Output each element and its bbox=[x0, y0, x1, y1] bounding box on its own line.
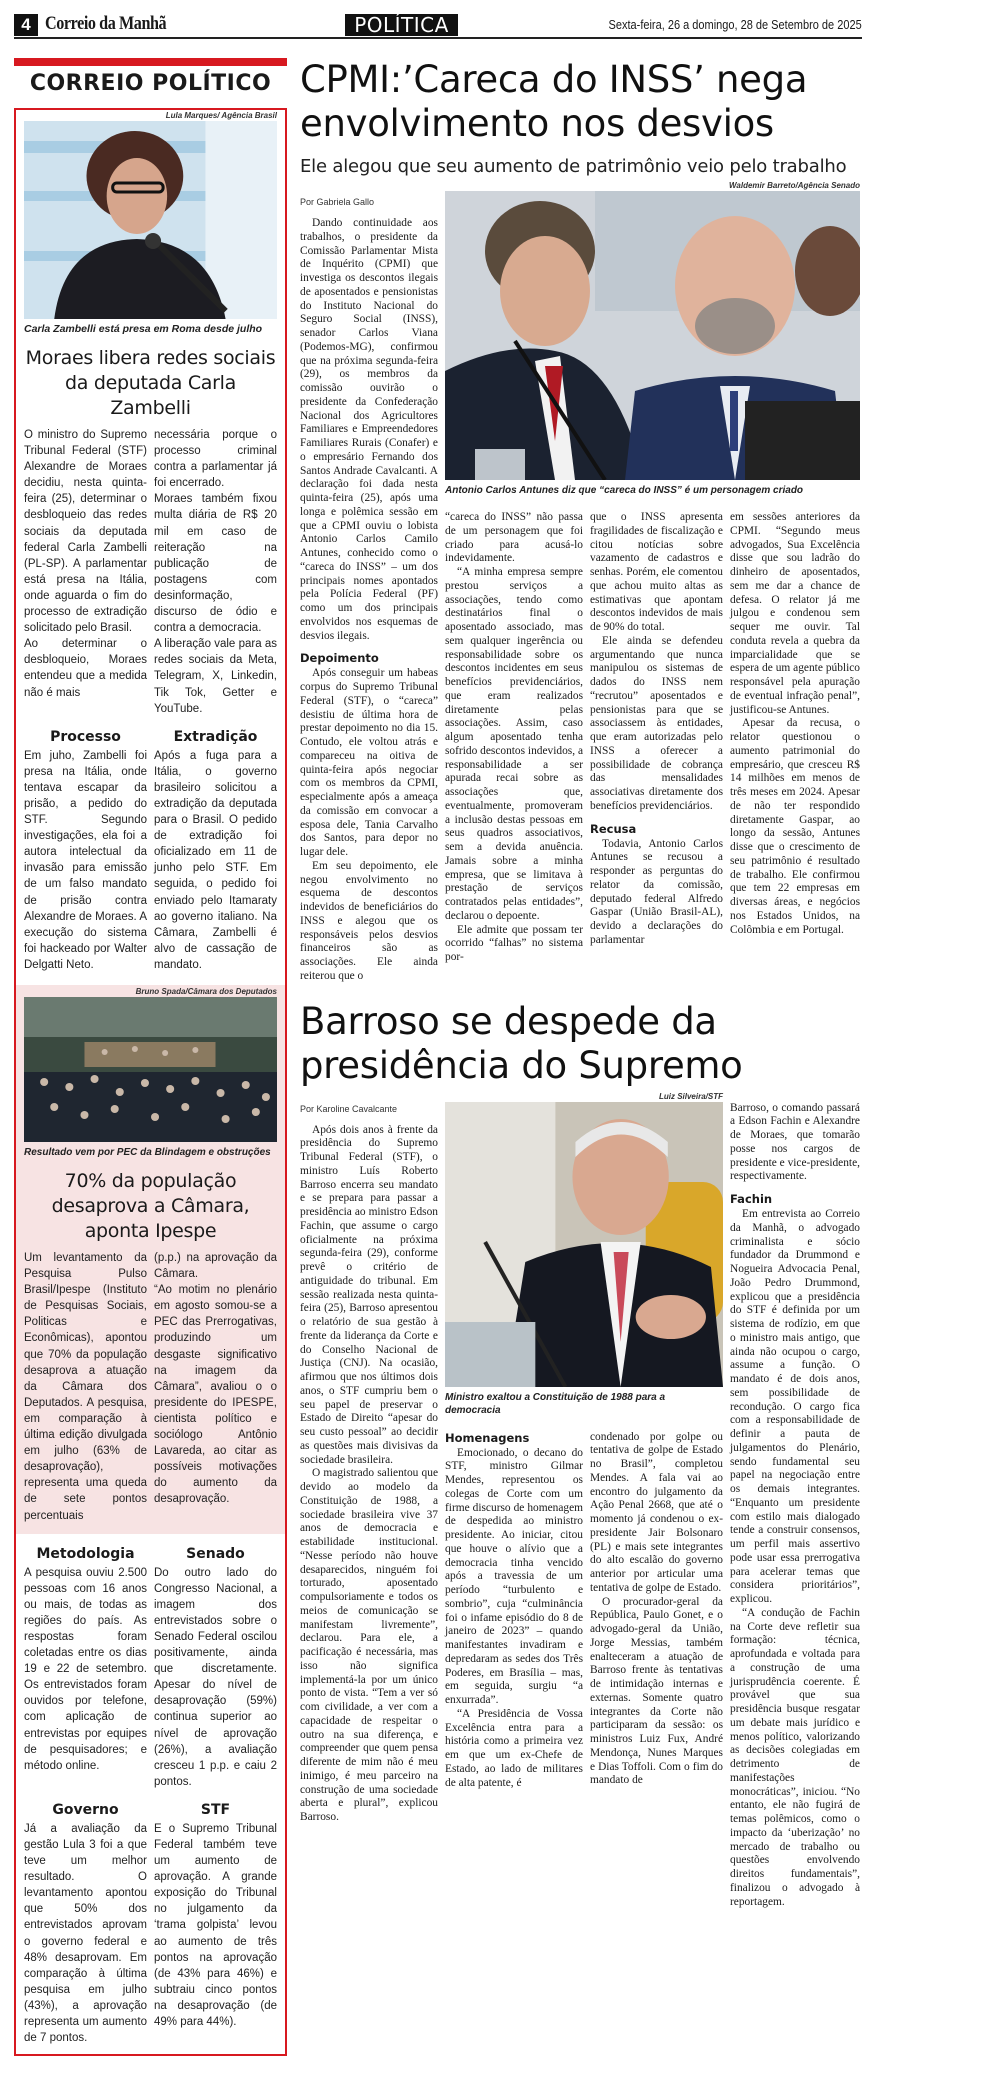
paragraph: que o INSS apresenta fragilidades de fiscalização e citou notícias sobre vazamento de cadastros e senhas. Porém, ele comentou que achou muito altas as estimativas que apontam descontos indevidos de mais de 90% do total. bbox=[590, 511, 723, 633]
sidebar-highlight-panel bbox=[16, 985, 285, 1534]
subsection bbox=[24, 1534, 147, 1790]
article2-left bbox=[300, 1092, 438, 1825]
sidebar-story2-subsections bbox=[16, 1534, 285, 2047]
paragraph: “A minha empresa sempre prestou serviços a associações, tendo como destinatários final o aposentado associado, mas sem qualquer ingerência ou responsabilidade sobre os descontos incidentes em seus benefícios previdenciários, que eram realizados diretamente pelas associações. Assim, caso algum aposentado tenha sofrido descontos indevidos, a responsabilidade a ser apurada recai sobre as associações que, eventualmente, promoveram a inclusão destas pessoas em seus quadros associativos, sem a devida anuência. Jamais sobre a minha empresa, que se limitava à prestação de serviços contratados pelas entidades”, declarou o depoente. bbox=[445, 566, 583, 922]
sidebar-headline-1: Moraes libera redes sociais da deputada Carla Zambelli bbox=[25, 347, 276, 419]
main-content bbox=[300, 58, 862, 1909]
sidebar-headline-2: 70% da população desaprova a Câmara, aponta Ipespe bbox=[51, 1170, 250, 1242]
sidebar-story2-col2 bbox=[154, 1250, 277, 1524]
paragraph: “A condução de Fachin na Corte deve refletir sua formação: técnica, aprofundada e voltada para a construção de uma jurisprudência coerente. É provável que sua presidência busque resgatar um debate mais jurídico e menos político, valorizando as decisões colegiadas em detrimento de manifestações monocráticas”, iniciou. “No entanto, ele não fugirá de temas polêmicos, como o impacto da ‘uberização’ no mercado de trabalho ou questões envolvendo direitos fundamentais”, finalizou o advogado à reportagem. bbox=[730, 1606, 860, 1908]
sidebar bbox=[14, 58, 287, 2056]
paragraph: Após conseguir um habeas corpus do Supremo Tribunal Federal (STF), o “careca” desistiu de última hora de prestar depoimento no dia 15. Contudo, ele voltou atrás e compareceu na oitiva de quinta-feira após negociar com os membros da CPMI, especialmente após a ameaça da comissão em convocar a esposa dele, Tania Carvalho dos Santos, para depor no lugar dele. bbox=[300, 667, 438, 858]
sidebar-text: Após a fuga para a Itália, o governo brasileiro solicitou a extradição da deputada para o Brasil. O pedido de extradição foi oficializado em 11 de junho pelo STF. Em seguida, o pedido foi enviado pelo Itamaraty ao governo italiano. Na Câmara, Zambelli é alvo de cassação de mandato. bbox=[154, 749, 277, 971]
subsection bbox=[24, 1790, 147, 2046]
article1-col1 bbox=[300, 217, 438, 984]
photo-credit: Lula Marques/ Agência Brasil bbox=[165, 111, 277, 120]
article2-body bbox=[300, 1092, 862, 1910]
paragraph: condenado por golpe ou tentativa de golpe de Estado no Brasil”, completou Mendes. A fala vai ao encontro do julgamento da Ação Penal 2668, que até o momento já condenou o ex-presidente Jair Bolsonaro (PL) e mais sete integrantes do alto escalão do governo anterior por articular uma tentativa de golpe de Estado. bbox=[590, 1430, 723, 1594]
photo-credit: Waldemir Barreto/Agência Senado bbox=[729, 181, 860, 190]
paragraph: Moraes também fixou multa diária de R$ 20 mil em caso de reiteração na publicação de postagens com desinformação, discurso de ódio e contra a democracia. bbox=[154, 493, 277, 635]
sidebar-story2-col1 bbox=[24, 1250, 147, 1524]
subheading: STF bbox=[200, 1801, 231, 1818]
subheading: Recusa bbox=[590, 821, 637, 836]
article1-byline: Por Gabriela Gallo bbox=[300, 197, 375, 207]
paragraph: O magistrado salientou que devido ao modelo da Constituição de 1988, a sociedade brasileira vive 37 anos de democracia e estabilidade institucional. “Nesse período não houve desaparecidos, ninguém foi torturado, aposentado compulsoriamente e todos os meios de comunicação se manifestam livremente”, declarou. Para ele, a pacificação é necessária, mas isso não significa implementá-la por um único ponto de vista. “Tem a ver só com civilidade, a ver com a capacidade de respeitar o outro na sua diferença, e compreender que quem pensa diferente de mim não é meu inimigo, é meu parceiro na construção de uma sociedade aberta e plural”, explicou Barroso. bbox=[300, 1467, 438, 1823]
paragraph: (p.p.) na aprovação da Câmara. bbox=[154, 1252, 277, 1281]
sidebar-box bbox=[14, 108, 287, 2056]
section-label: POLÍTICA bbox=[345, 14, 458, 36]
article-2 bbox=[300, 1000, 862, 1910]
sidebar-accent-bar bbox=[14, 58, 287, 66]
article1-col4 bbox=[730, 511, 860, 937]
photo-caption: Resultado vem por PEC da Blindagem e obstruções bbox=[24, 1147, 271, 1158]
subheading: Depoimento bbox=[300, 651, 379, 666]
paragraph: em sessões anteriores da CPMI. “Segundo meus advogados, Sua Excelência disse que sou ladrão do dinheiro de aposentados, sem me dar a chance de defesa. O relator já me julgou e condenou sem sequer me ouvir. Tal conduta revela a quebra da imparcialidade que se espera de um agente público responsável pela apuração de eventual infração penal”, justificou-se Antunes. bbox=[730, 511, 860, 716]
sidebar-text: E o Supremo Tribunal Federal também teve um aumento de aprovação. A grande exposição do Tribunal no julgamento da ‘trama golpista’ levou ao aumento de três pontos na aprovação (de 43% para 46%) e subtraiu cinco pontos na desaprovação (de 49% para 44%). bbox=[154, 1822, 277, 2029]
article-1 bbox=[300, 58, 862, 984]
photo-barroso bbox=[445, 1102, 723, 1387]
edition-date: Sexta-feira, 26 a domingo, 28 de Setembro de 2025 bbox=[608, 18, 862, 32]
article2-byline: Por Karoline Cavalcante bbox=[300, 1103, 398, 1114]
sidebar-story1-subsections bbox=[24, 717, 277, 973]
paragraph: Em seu depoimento, ele negou envolvimento no esquema de descontos indevidos de beneficiários do INSS e alegou que os responsáveis pelos desvios financeiros são as associações. Ele ainda reiterou que o bbox=[300, 859, 438, 982]
paragraph: “A Presidência de Vossa Excelência entra para a história como a primeira vez em que um ex-Chefe de Estado, ao lado de militares de alta patente, é bbox=[445, 1707, 583, 1789]
photo-camara-plenario bbox=[24, 997, 277, 1142]
paragraph: Dando continuidade aos trabalhos, o presidente da Comissão Parlamentar Mista de Inquérito (CPMI) que investiga os descontos ilegais de aposentados e pensionistas do Instituto Nacional do Seguro Social (INSS), senador Carlos Viana (Podemos-MG), confirmou que na próxima segunda-feira (29), os membros da comissão ouvirão o presidente da Confederação Nacional dos Agricultores Familiares e Empreendedores Familiares Rurais (Conafer) e o empresário Fernando dos Santos Andrade Cavalcanti. A declaração foi dada nesta quinta-feira (25), após uma longa e polêmica sessão em que a CPMI ouviu o lobista Antonio Carlos Camilo Antunes, conhecido como o “careca do INSS” – um dos principais nomes apontados pela Polícia Federal (PF) como um dos principais envolvidos nos esquemas de desvios ilegais. bbox=[300, 217, 438, 642]
article1-body bbox=[300, 181, 862, 984]
paragraph: Um levantamento da Pesquisa Pulso Brasil/Ipespe (Instituto de Pesquisas Sociais, Politicas e Econômicas), apontou que 70% da população desaprova a atuação da Câmara dos Deputados. A pesquisa, em comparação à última edição divulgada em julho (63% de desaprovação), representa uma queda de sete pontos percentuais bbox=[24, 1252, 147, 1522]
article1-col2 bbox=[445, 511, 583, 965]
article2-col1 bbox=[300, 1124, 438, 1825]
photo-caption: Carla Zambelli está presa em Roma desde julho bbox=[24, 323, 263, 335]
subheading: Homenagens bbox=[445, 1430, 530, 1445]
paragraph: Ele admite que possam ter ocorrido “falhas” no sistema por- bbox=[445, 923, 583, 963]
subsection bbox=[154, 717, 277, 973]
sidebar-text: Do outro lado do Congresso Nacional, a imagem dos entrevistados sobre o Senado Federal oscilou positivamente, ainda que discretamente. Apesar do nível de desaprovação (59%) continua superior ao nível de aprovação (26%), a avaliação cresceu 1 p.p. e caiu 2 pontos. bbox=[154, 1566, 277, 1788]
article2-middle bbox=[445, 1092, 723, 1791]
article2-col4 bbox=[730, 1102, 860, 1910]
page-body bbox=[14, 58, 862, 2076]
article2-col3 bbox=[590, 1431, 723, 1789]
subsection-row bbox=[24, 1790, 277, 2046]
paragraph: O procurador-geral da República, Paulo Gonet, e o advogado-geral da União, Jorge Messias, também enalteceram a atuação de Barroso frente às tentativas de intimidação internas e externas. Somente quatro integrantes da Corte não participaram da sessão: os ministros Luiz Fux, André Mendonça, Nunes Marques e Dias Toffoli. Com o fim do mandato de bbox=[590, 1595, 723, 1787]
subheading: Fachin bbox=[730, 1192, 773, 1206]
article1-left bbox=[300, 181, 438, 984]
article2-col2 bbox=[445, 1431, 583, 1791]
subheading: Metodologia bbox=[36, 1545, 135, 1562]
article1-right bbox=[445, 181, 860, 965]
photo-cpmi-session bbox=[445, 191, 860, 480]
subheading: Extradição bbox=[173, 728, 258, 745]
photo-credit: Luiz Silveira/STF bbox=[658, 1091, 723, 1101]
subsection bbox=[24, 717, 147, 973]
article1-col3 bbox=[590, 511, 723, 948]
article2-lower-columns bbox=[445, 1431, 723, 1791]
paragraph: Todavia, Antonio Carlos Antunes se recusou a responder as perguntas do relator da comissão, deputado federal Alfredo Gaspar (União Brasil-AL), devido a declarações do parlamentar bbox=[590, 837, 723, 946]
paragraph: Ele ainda se defendeu argumentando que nunca manipulou os sistemas de dados do INSS nem “recrutou” aposentados e pensionistas para que se associassem às entidades, que eram autorizadas pelo INSS a oferecer a possibilidade de cobrança das mensalidades associativas diretamente dos benefícios previdenciários. bbox=[590, 634, 723, 812]
sidebar-story2-body bbox=[24, 1250, 277, 1524]
article2-headline: Barroso se despede da presidência do Supremo bbox=[300, 999, 743, 1087]
paragraph: A liberação vale para as redes sociais da Meta, Telegram, X, Linkedin, Tik Tok, Getter e YouTube. bbox=[154, 638, 277, 715]
subheading: Senado bbox=[186, 1545, 245, 1562]
photo-carla-zambelli bbox=[24, 121, 277, 319]
photo-caption: Ministro exaltou a Constituição de 1988 para a democracia bbox=[445, 1391, 666, 1416]
article1-subtitle: Ele alegou que seu aumento de patrimônio veio pelo trabalho bbox=[300, 156, 847, 177]
sidebar-story1-body bbox=[24, 427, 277, 717]
sidebar-story1-col1 bbox=[24, 427, 147, 717]
sidebar-story1-col2 bbox=[154, 427, 277, 717]
newspaper-name: Correio da Manhã bbox=[45, 13, 167, 34]
paragraph: Emocionado, o decano do STF, ministro Gilmar Mendes, representou os colegas de Corte com um firme discurso de homenagem de despedida ao ministro presidente. Ao iniciar, citou que houve o alívio que a democracia tinha vencido após a travessia de um período “turbulento e sombrio”, cuja “culminância foi o infame episódio do 8 de janeiro de 2023” – quando manifestantes invadiram e depredaram as sedes dos Três Poderes, em Brasília – mas, em seguida, surgiu “a enxurrada”. bbox=[445, 1446, 583, 1706]
paragraph: O ministro do Supremo Tribunal Federal (STF) Alexandre de Moraes decidiu, nesta quinta-feira (25), determinar o desbloqueio das redes sociais da deputada federal Carla Zambelli (PL-SP). A parlamentar está presa na Itália, onde aguarda o fim do processo de extradição solicitado pelo Brasil. bbox=[24, 429, 147, 635]
sidebar-text: Em juho, Zambelli foi presa na Itália, onde tentava escapar da prisão, a pedido do STF. Segundo investigações, ela foi a autora intelectual da invasão para emissão de um falso mandato de prisão contra Alexandre de Moraes. A execução do sistema foi hackeado por Walter Delgatti Neto. bbox=[24, 749, 147, 971]
paragraph: Ao determinar o desbloqueio, Moraes entendeu que a medida não é mais bbox=[24, 638, 147, 699]
photo-caption: Antonio Carlos Antunes diz que “careca do INSS” é um personagem criado bbox=[445, 485, 804, 496]
photo-credit: Bruno Spada/Câmara dos Deputados bbox=[135, 987, 277, 996]
page-header bbox=[0, 0, 1003, 58]
page-number: 4 bbox=[14, 14, 38, 36]
article1-lower-columns bbox=[445, 511, 860, 965]
paragraph: Após dois anos à frente da presidência do Supremo Tribunal Federal (STF), o ministro Luís Roberto Barroso encerra seu mandato e se prepara para passar a presidência ao ministro Edson Fachin, que assume o cargo oficialmente na próxima segunda-feira (29), conforme prevê o critério de antiguidade do tribunal. Em sessão realizada nesta quinta-feira (25), Barroso apresentou o relatório de sua gestão à frente da liderança da Corte e do Conselho Nacional de Justiça (CNJ). Na ocasião, afirmou que nos últimos dois anos, o STF cumpriu bem o seu papel de preservar o Estado de Direito “apesar do seu custo pessoal” ao decidir as questões mais divisivas da sociedade brasileira. bbox=[300, 1123, 438, 1466]
sidebar-title: CORREIO POLÍTICO bbox=[29, 71, 272, 96]
subheading: Governo bbox=[52, 1801, 119, 1818]
subsection bbox=[154, 1790, 277, 2046]
paragraph: Em entrevista ao Correio da Manhã, o advogado criminalista e sócio fundador da Drummond e Nogueira Advocacia Penal, João Pedro Drummond, explicou que a presidência do STF é definida por um sistema de rodízio, em que o ministro mais antigo, que ainda não ocupou o cargo, assume a função. O mandato é de dois anos, sem possibilidade de recondução. O cargo fica com a responsabilidade de definir a pauta de julgamentos do Plenário, sendo fundamental seu papel na negociação entre os demais integrantes. “Enquanto um presidente com estilo mais dialogado tende a construir consensos, um perfil mais assertivo pode usar essa prerrogativa para acelerar temas que considera prioritários”, explicou. bbox=[730, 1208, 860, 1605]
paragraph: “careca do INSS” não passa de um personagem que foi criado para acusá-lo indevidamente. bbox=[445, 511, 583, 565]
sidebar-text: Já a avaliação da gestão Lula 3 foi a que teve um melhor resultado. O levantamento apontou que 50% dos entrevistados aprovam o governo federal e 48% desaprovam. Em comparação à última pesquisa em julho (43%), a aprovação representa um aumento de 7 pontos. bbox=[24, 1822, 147, 2045]
sidebar-story-1 bbox=[16, 111, 285, 973]
article1-headline: CPMI:’Careca do INSS’ nega envolvimento nos desvios bbox=[300, 58, 808, 145]
header-rule bbox=[14, 37, 862, 39]
subheading: Processo bbox=[50, 728, 121, 745]
subsection-row bbox=[24, 1534, 277, 1790]
paragraph: Barroso, o comando passará a Edson Fachin e Alexandre de Moraes, que tomarão posse nos cargos de presidente e vice-presidente, respectivamente. bbox=[730, 1101, 860, 1183]
paragraph: Apesar da recusa, o relator questionou o aumento patrimonial do empresário, que cresceu R$ 14 milhões em menos de três meses em 2024. Apesar de não ter respondido diretamente Gaspar, ao longo da sessão, Antunes disse que o crescimento de seu patrimônio é resultado de trabalho. Ele confirmou que tem 22 empresas em diversas áreas, e negócios nos Estados Unidos, na Colômbia e em Portugal. bbox=[730, 717, 860, 936]
sidebar-text: A pesquisa ouviu 2.500 pessoas com 16 anos ou mais, de todas as regiões do país. As respostas foram coletadas entre os dias 19 e 22 de setembro. Os entrevistados foram ouvidos por telefone, com aplicação de entrevistas por equipes de pesquisadores; e método online. bbox=[24, 1566, 147, 1772]
paragraph: necessária porque o processo criminal contra a parlamentar já foi encerrado. bbox=[154, 429, 277, 490]
subsection bbox=[154, 1534, 277, 1790]
paragraph: “Ao motim no plenário em agosto somou-se a PEC das Prerrogativas, produzindo um desgaste significativo na imagem da Câmara”, avaliou o o presidente do IPESPE, cientista político e sociólogo Antônio Lavareda, ao citar as possíveis motivações do aumento da desaprovação. bbox=[154, 1284, 277, 1506]
